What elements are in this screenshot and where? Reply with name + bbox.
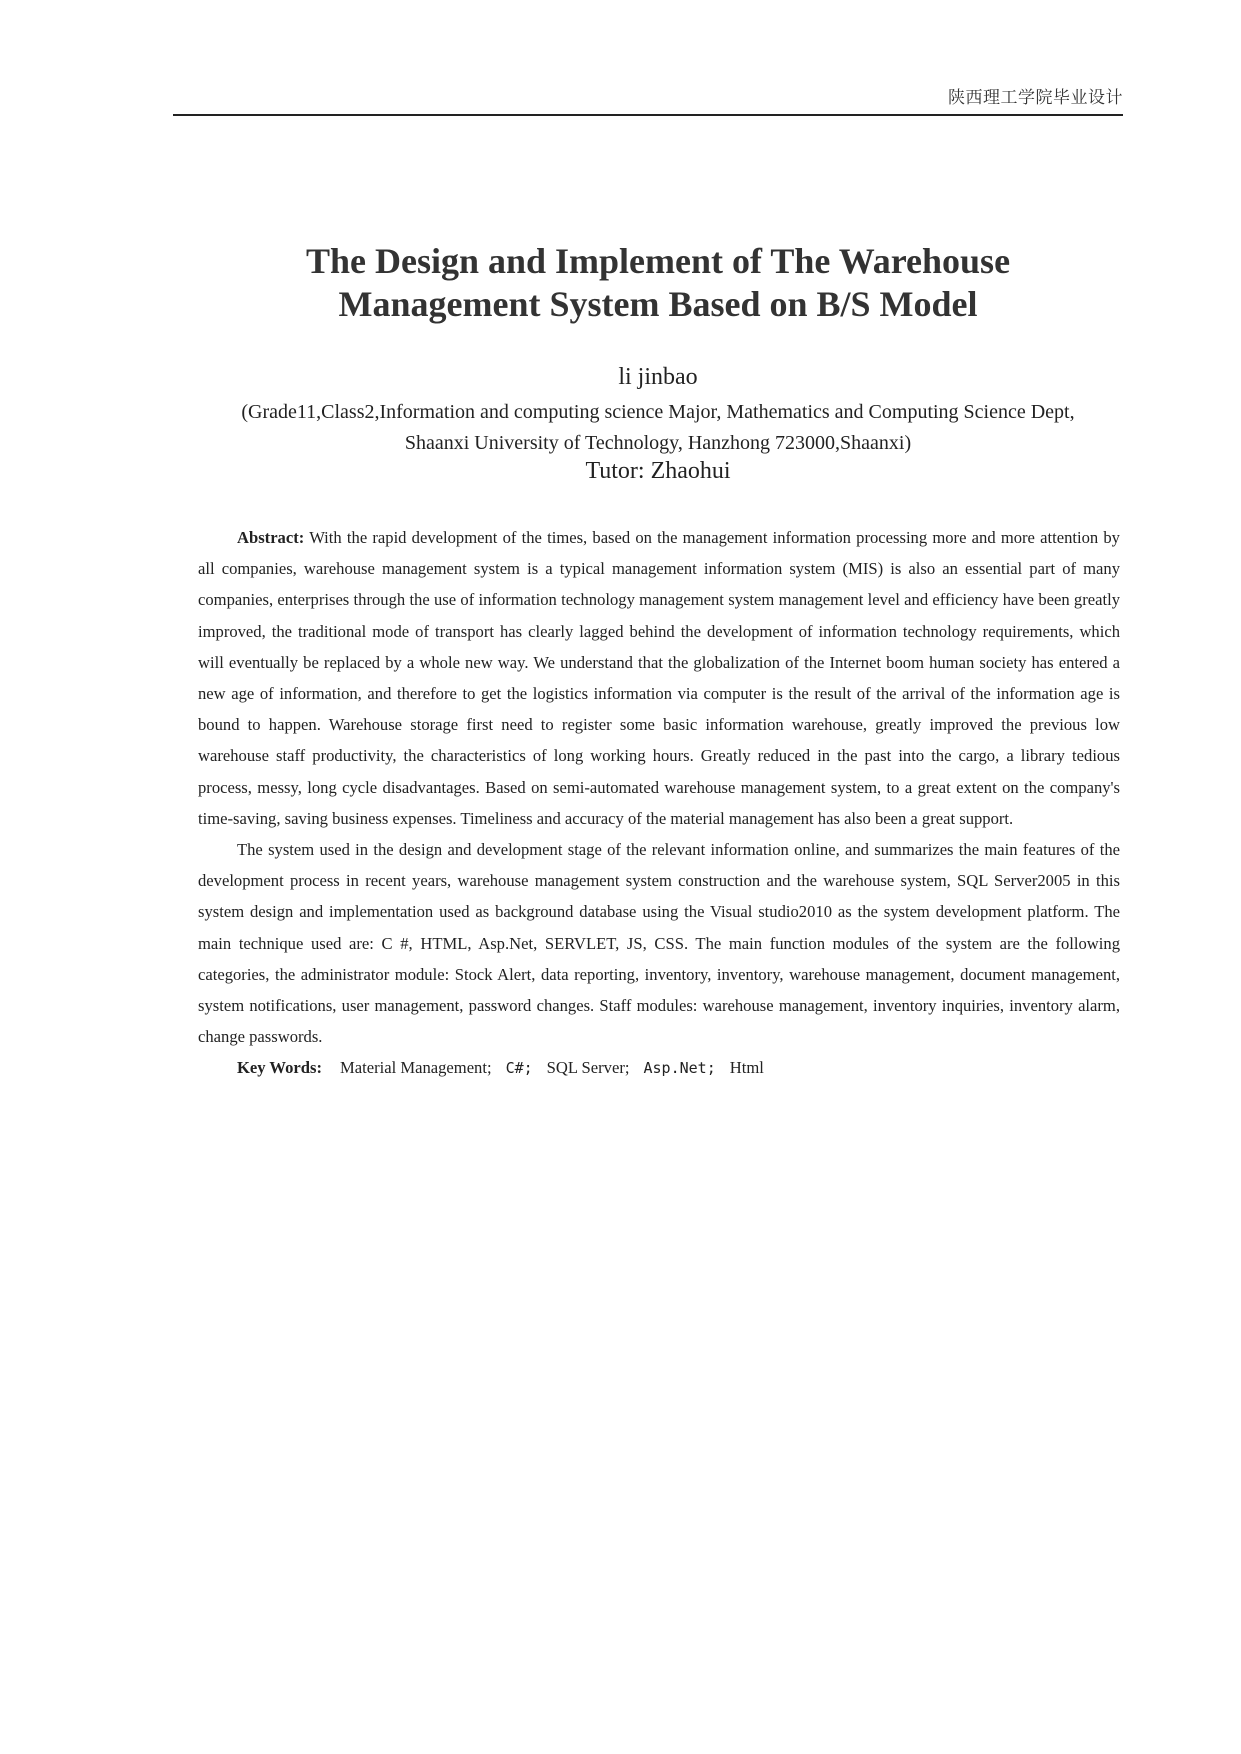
running-header-text: 陕西理工学院毕业设计 (948, 88, 1123, 108)
running-header (173, 88, 1123, 116)
title-line-1: The Design and Implement of The Warehouse (305, 241, 1011, 281)
abstract-section (198, 522, 1120, 1085)
abstract-text-1: With the rapid development of the times, based on the management information processing more and more attention by all companies, warehouse management system is a typical management information system (MIS) is also an essential part of many companies, enterprises through the use of information technology management system management level and efficiency have been greatly improved, the traditional mode of transport has clearly lagged behind the development of information technology requirements, which will eventually be replaced by a whole new way. We understand that the globalization of the Internet boom human society has entered a new age of information, and therefore to get the logistics information via computer is the result of the arrival of the information age is bound to happen. Warehouse storage first need to register some basic information warehouse, greatly improved the previous low warehouse staff productivity, the characteristics of long working hours. Greatly reduced in the past into the cargo, a library tedious process, messy, long cycle disadvantages. Based on semi-automated warehouse management system, to a great extent on the company's time-saving, saving business expenses. Timeliness and accuracy of the material management has also been a great support. (198, 528, 1120, 828)
author-name: li jinbao (618, 364, 698, 390)
affiliation-line-2: Shaanxi University of Technology, Hanzhong 723000,Shaanxi) (404, 432, 912, 454)
keyword-item: Html (729, 1058, 764, 1078)
keywords-line (198, 1052, 1120, 1084)
keywords-label: Key Words: (237, 1058, 322, 1078)
keyword-item: Asp.Net; (643, 1059, 716, 1078)
keyword-item: SQL Server; (546, 1058, 630, 1078)
tutor-name: Tutor: Zhaohui (585, 458, 731, 484)
title-line-2: Management System Based on B/S Model (338, 284, 978, 324)
affiliation-line-1: (Grade11,Class2,Information and computing science Major, Mathematics and Computing Science Dept, (241, 401, 1075, 423)
keyword-item: C#; (505, 1059, 533, 1078)
abstract-label: Abstract: (237, 528, 305, 547)
paper-title (173, 240, 1143, 326)
keyword-item: Material Management; (339, 1058, 492, 1078)
author-affiliation (173, 397, 1143, 459)
abstract-paragraph-1 (198, 522, 1120, 834)
abstract-paragraph-2: The system used in the design and development stage of the relevant information online, and summarizes the main features of the development process in recent years, warehouse management system construction and the warehouse system, SQL Server2005 in this system design and implementation used as background database using the Visual studio2010 as the system development platform. The main technique used are: C #, HTML, Asp.Net, SERVLET, JS, CSS. The main function modules of the system are the following categories, the administrator module: Stock Alert, data reporting, inventory, inventory, warehouse management, document management, system notifications, user management, password changes. Staff modules: warehouse management, inventory inquiries, inventory alarm, change passwords. (198, 840, 1120, 1047)
